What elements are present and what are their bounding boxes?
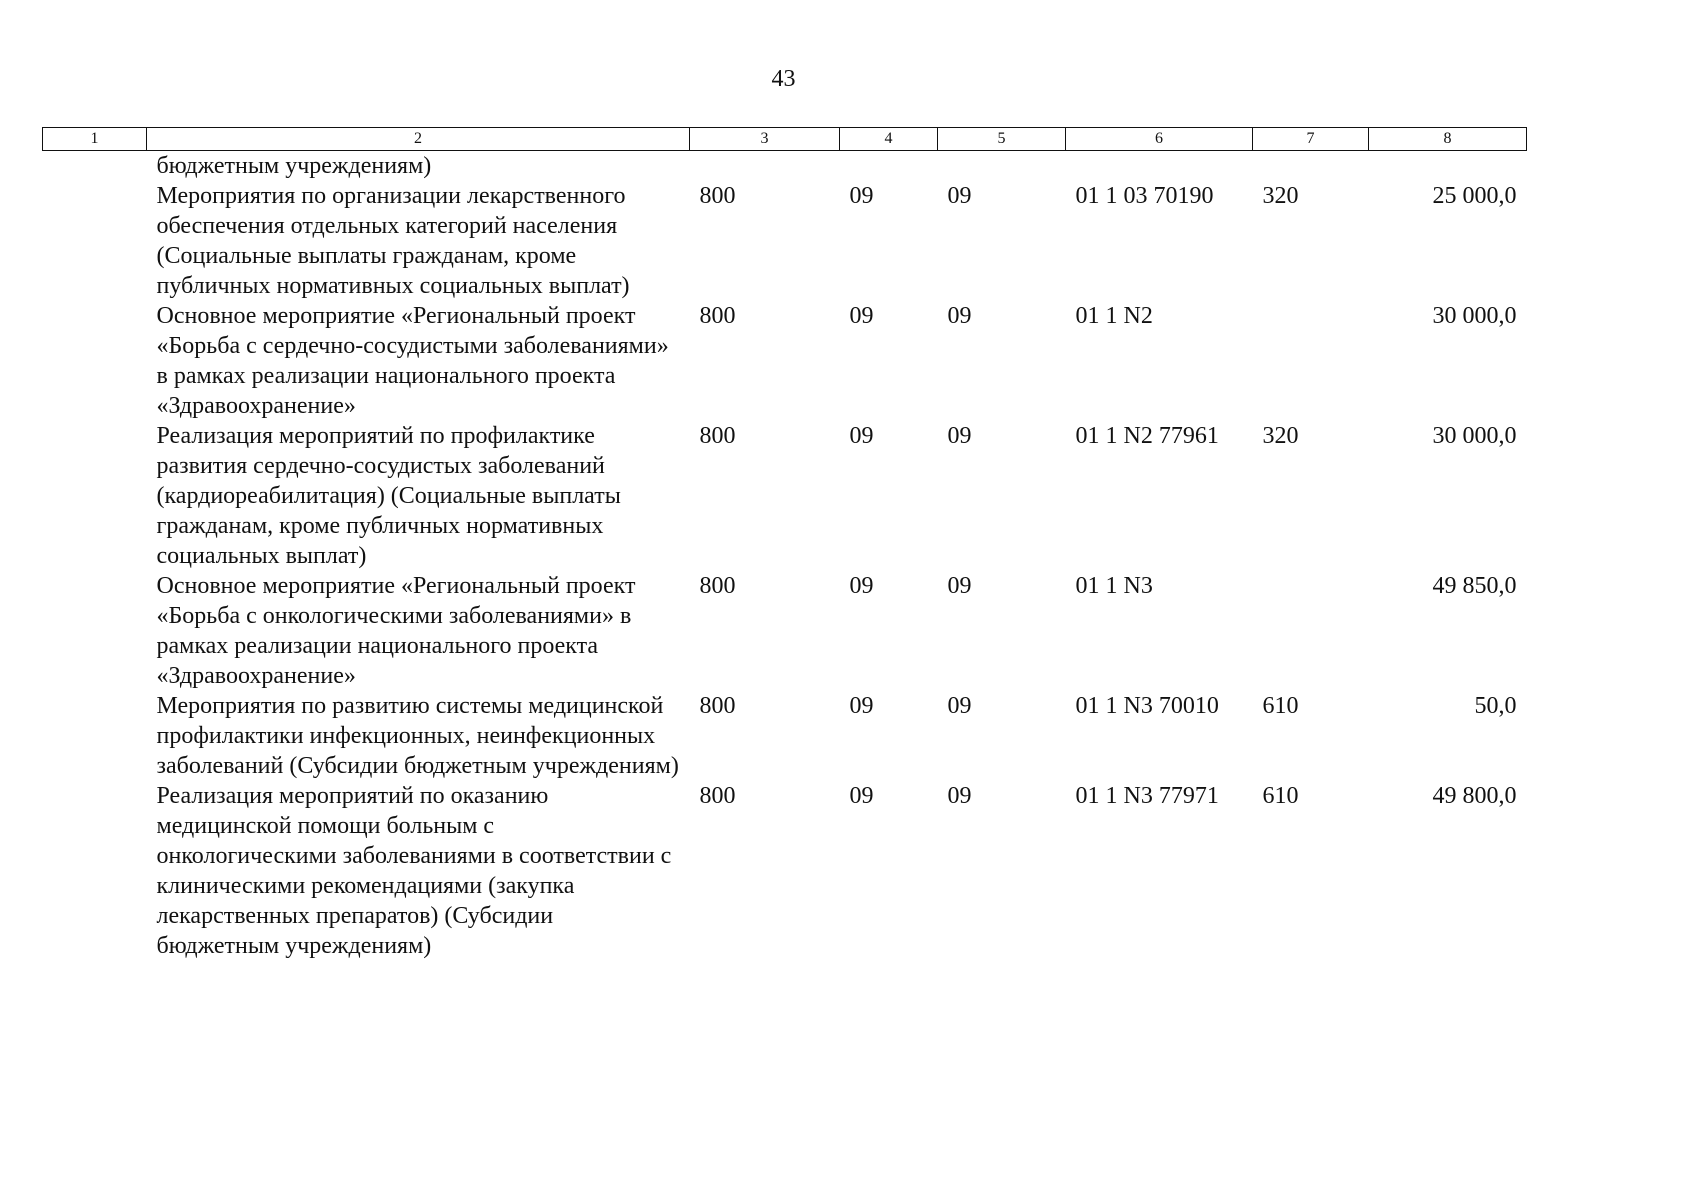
row-col3: 800 [699, 303, 736, 329]
continuation-row [43, 151, 1527, 182]
row-col4: 09 [849, 303, 874, 329]
empty-cell [43, 421, 147, 571]
column-number-header: 4 [840, 128, 938, 151]
row-col5: 09 [947, 423, 972, 449]
row-col4: 09 [849, 573, 874, 599]
continuation-text: бюджетным учреждениям) [156, 153, 432, 179]
row-col6: 01 1 N3 77971 [1075, 783, 1219, 809]
row-col4: 09 [849, 783, 874, 809]
row-description: Реализация мероприятий по оказанию медицинской помощи больным с онкологическими заболеваниями в соответствии с клиническими рекомендациями (закупка лекарственных препаратов) (Субсидии бюджетным учреждениям) [156, 783, 672, 959]
row-col7: 610 [1262, 693, 1299, 719]
row-description: Мероприятия по развитию системы медицинской профилактики инфекционных, неинфекционных заболеваний (Субсидии бюджетным учреждениям) [156, 693, 679, 779]
row-col5: 09 [947, 573, 972, 599]
empty-cell [43, 151, 147, 182]
row-col6: 01 1 03 70190 [1075, 183, 1214, 209]
row-amount: 30 000,0 [1432, 423, 1517, 449]
column-number-header: 2 [147, 128, 690, 151]
column-number-header: 7 [1253, 128, 1369, 151]
row-col3: 800 [699, 693, 736, 719]
row-col4: 09 [849, 693, 874, 719]
row-description: Основное мероприятие «Региональный проект «Борьба с сердечно-сосудистыми заболеваниями» в рамках реализации национального проекта «Здравоохранение» [156, 303, 669, 419]
row-description: Основное мероприятие «Региональный проект «Борьба с онкологическими заболеваниями» в рамках реализации национального проекта «Здравоохранение» [156, 573, 636, 689]
empty-cell [43, 691, 147, 781]
row-col3: 800 [699, 783, 736, 809]
row-col5: 09 [947, 183, 972, 209]
row-col6: 01 1 N2 77961 [1075, 423, 1219, 449]
row-col4: 09 [849, 183, 874, 209]
row-col6: 01 1 N2 [1075, 303, 1153, 329]
row-col7: 320 [1262, 183, 1299, 209]
column-number-header: 1 [43, 128, 147, 151]
empty-cell [43, 781, 147, 961]
row-amount: 49 850,0 [1432, 573, 1517, 599]
column-number-header: 8 [1369, 128, 1527, 151]
row-amount: 25 000,0 [1432, 183, 1517, 209]
table-row [43, 691, 1527, 781]
row-col7: 610 [1262, 783, 1299, 809]
empty-cell [43, 181, 147, 301]
column-number-header-row [43, 128, 1527, 151]
column-number-header: 5 [938, 128, 1066, 151]
page-number: 43 [771, 66, 796, 92]
budget-table [42, 127, 1527, 961]
row-col7: 320 [1262, 423, 1299, 449]
row-description: Мероприятия по организации лекарственного обеспечения отдельных категорий населения (Социальные выплаты гражданам, кроме публичных нормативных социальных выплат) [156, 183, 630, 299]
table-row [43, 421, 1527, 571]
row-col5: 09 [947, 693, 972, 719]
row-col3: 800 [699, 183, 736, 209]
row-description: Реализация мероприятий по профилактике развития сердечно-сосудистых заболеваний (кардиореабилитация) (Социальные выплаты гражданам, кроме публичных нормативных социальных выплат) [156, 423, 621, 569]
table-row [43, 181, 1527, 301]
row-col6: 01 1 N3 [1075, 573, 1153, 599]
table-row [43, 571, 1527, 691]
row-col3: 800 [699, 423, 736, 449]
table-row [43, 781, 1527, 961]
row-col5: 09 [947, 783, 972, 809]
empty-cell [43, 571, 147, 691]
row-amount: 50,0 [1474, 693, 1517, 719]
row-col7 [1253, 571, 1369, 691]
column-number-header: 3 [690, 128, 840, 151]
row-col5: 09 [947, 303, 972, 329]
empty-cell [43, 301, 147, 421]
column-number-header: 6 [1066, 128, 1253, 151]
row-col7 [1253, 301, 1369, 421]
row-col4: 09 [849, 423, 874, 449]
table-row [43, 301, 1527, 421]
row-amount: 49 800,0 [1432, 783, 1517, 809]
row-col6: 01 1 N3 70010 [1075, 693, 1219, 719]
row-col3: 800 [699, 573, 736, 599]
row-amount: 30 000,0 [1432, 303, 1517, 329]
